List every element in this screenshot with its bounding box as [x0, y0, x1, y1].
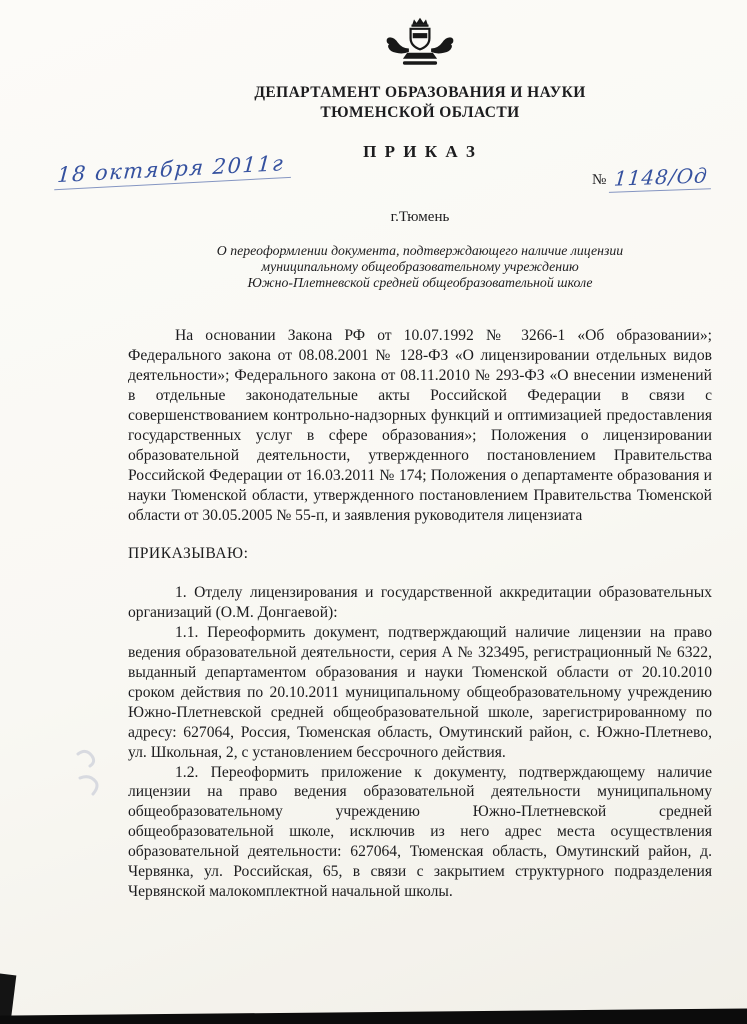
- organization-name-line1: ДЕПАРТАМЕНТ ОБРАЗОВАНИЯ И НАУКИ: [254, 84, 586, 101]
- document-body: [128, 326, 712, 901]
- ink-smudge-artifact: [74, 748, 108, 800]
- preamble-paragraph: На основании Закона РФ от 10.07.1992 № 3266-1 «Об образовании»; Федерального закона от 08.08.2001 № 128-ФЗ «О лицензировании отдельных видов деятельности»; Федерального закона от 08.11.2010 № 293-ФЗ «О внесении изменений в отдельные законодательные акты Российской Федерации в связи с совершенствованием контрольно-надзорных функций и оптимизацией предоставления государственных услуг в сфере образования»; Положения о лицензировании образовательной деятельности, утвержденного постановлением Правительства Российской Федерации от 16.03.2011 № 174; Положения о департаменте образования и науки Тюменской области, утвержденного постановлением Правительства Тюменской области от 30.05.2005 № 55-п, и заявления руководителя лицензиата: [128, 327, 712, 524]
- subject-line3: Южно-Плетневской средней общеобразовательной школе: [247, 274, 593, 290]
- handwritten-number: 1148/Од: [609, 163, 713, 193]
- scan-bottom-edge-artifact: [0, 1008, 747, 1024]
- order-item-1-2: 1.2. Переоформить приложение к документу, подтверждающему наличие лицензии на право ведения образовательной деятельности муниципальному общеобразовательному учреждению Южно-Плетневской средней общеобразовательной школе, исключив из него адрес места осуществления образовательной деятельности: 627064, Тюменская область, Омутинский район, д. Червянка, ул. Российская, 65, в связи с закрытием структурного подразделения Червянской малокомплектной начальной школы.: [128, 763, 712, 900]
- organization-name: [128, 83, 712, 123]
- handwritten-date: 18 октября 2011г: [54, 151, 293, 191]
- subject-line2: муниципальному общеобразовательному учреждению: [261, 258, 579, 274]
- subject-line1: О переоформлении документа, подтверждающего наличие лицензии: [216, 243, 624, 258]
- document-subject: [128, 243, 712, 290]
- number-label: №: [591, 172, 607, 188]
- order-item-1-1: 1.1. Переоформить документ, подтверждающий наличие лицензии на право ведения образовательной деятельности, серия А № 323495, регистрационный № 6322, выданный департаментом образования и науки Тюменской области от 20.10.2010 сроком действия по 20.10.2011 муниципальному общеобразовательному учреждению Южно-Плетневской средней общеобразовательной школе, зарегистрированному по адресу: 627064, Россия, Тюменская область, Омутинский район, с. Южно-Плетнево, ул. Школьная, 2, с установлением бессрочного действия.: [128, 624, 712, 761]
- document-title: П Р И К А З: [363, 142, 477, 161]
- order-item-1: 1. Отделу лицензирования и государственной аккредитации образовательных организаций (О.М. Донгаевой):: [128, 584, 712, 622]
- city-label: г.Тюмень: [390, 209, 450, 225]
- organization-name-line2: ТЮМЕНСКОЙ ОБЛАСТИ: [320, 104, 520, 121]
- document-number: [592, 165, 712, 191]
- resolution-word: ПРИКАЗЫВАЮ:: [128, 545, 249, 563]
- coat-of-arms-icon: [377, 16, 463, 69]
